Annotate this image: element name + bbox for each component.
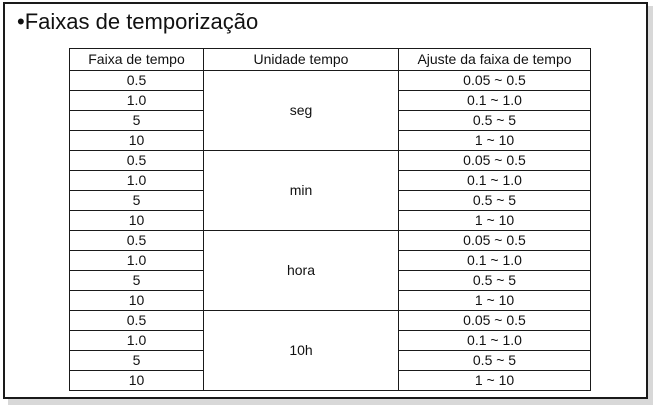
table-row — [70, 231, 591, 251]
range-cell: 1.0 — [70, 251, 204, 271]
range-cell: 5 — [70, 191, 204, 211]
adjust-cell: 1 ~ 10 — [399, 291, 591, 311]
header-row — [70, 49, 591, 71]
adjust-cell: 0.1 ~ 1.0 — [399, 91, 591, 111]
range-cell: 10 — [70, 371, 204, 391]
unit-cell: 10h — [204, 311, 399, 391]
adjust-cell: 0.5 ~ 5 — [399, 351, 591, 371]
range-cell: 10 — [70, 211, 204, 231]
slide-title: •Faixas de temporização — [17, 9, 259, 34]
range-cell: 10 — [70, 291, 204, 311]
slide-frame — [3, 2, 648, 399]
unit-cell: hora — [204, 231, 399, 311]
adjust-cell: 1 ~ 10 — [399, 211, 591, 231]
range-cell: 0.5 — [70, 231, 204, 251]
range-cell: 1.0 — [70, 91, 204, 111]
header-time-unit: Unidade tempo — [204, 49, 399, 71]
header-time-range: Faixa de tempo — [70, 49, 204, 71]
adjust-cell: 0.05 ~ 0.5 — [399, 151, 591, 171]
range-cell: 0.5 — [70, 151, 204, 171]
range-cell: 5 — [70, 271, 204, 291]
adjust-cell: 0.5 ~ 5 — [399, 271, 591, 291]
range-cell: 5 — [70, 111, 204, 131]
timing-ranges-table — [69, 48, 591, 391]
range-cell: 0.5 — [70, 311, 204, 331]
header-range-adjust: Ajuste da faixa de tempo — [399, 49, 591, 71]
adjust-cell: 0.05 ~ 0.5 — [399, 311, 591, 331]
range-cell: 1.0 — [70, 331, 204, 351]
range-cell: 1.0 — [70, 171, 204, 191]
adjust-cell: 1 ~ 10 — [399, 371, 591, 391]
adjust-cell: 0.1 ~ 1.0 — [399, 251, 591, 271]
table-row — [70, 311, 591, 331]
adjust-cell: 0.05 ~ 0.5 — [399, 71, 591, 91]
adjust-cell: 1 ~ 10 — [399, 131, 591, 151]
table-row — [70, 151, 591, 171]
adjust-cell: 0.1 ~ 1.0 — [399, 331, 591, 351]
range-cell: 10 — [70, 131, 204, 151]
range-cell: 0.5 — [70, 71, 204, 91]
adjust-cell: 0.5 ~ 5 — [399, 191, 591, 211]
table-row — [70, 71, 591, 91]
unit-cell: seg — [204, 71, 399, 151]
adjust-cell: 0.1 ~ 1.0 — [399, 171, 591, 191]
unit-cell: min — [204, 151, 399, 231]
adjust-cell: 0.5 ~ 5 — [399, 111, 591, 131]
range-cell: 5 — [70, 351, 204, 371]
adjust-cell: 0.05 ~ 0.5 — [399, 231, 591, 251]
